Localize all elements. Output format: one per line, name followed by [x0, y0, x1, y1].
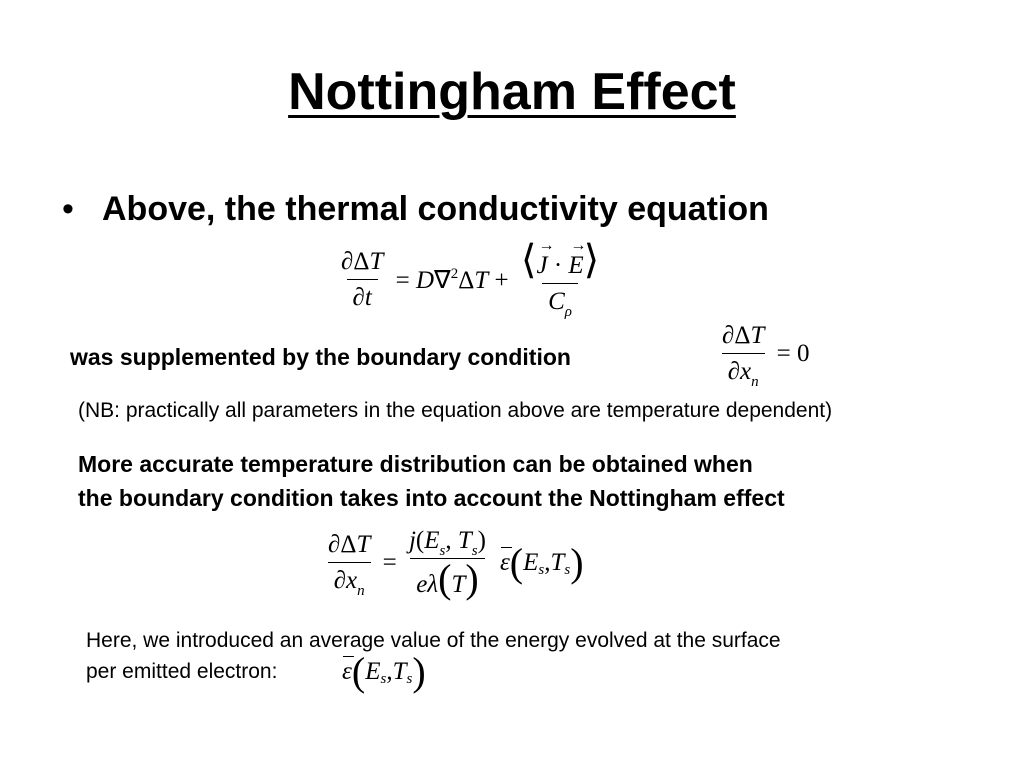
intro-line-2: per emitted electron: [86, 660, 278, 683]
nb-note: (NB: practically all parameters in the equation above are temperature dependent) [78, 399, 833, 422]
joule-fraction: $\frac{⟨\to J \cdot \to E⟩}{C_\rho}$ [515, 244, 605, 316]
boundary-equation: $\frac{\partial\Delta T}{\partial x_n}$ = 0 [722, 322, 810, 390]
dT-dt-fraction: $\frac{\partial\Delta T}{\partial t}$ [341, 248, 384, 311]
accurate-line-2: the boundary condition takes into account the Nottingham effect [78, 485, 785, 511]
intro-line-1: Here, we introduced an average value of the energy evolved at the surface [86, 629, 781, 652]
boundary-text: was supplemented by the boundary condition [70, 344, 571, 370]
heat-equation: $\frac{\partial\Delta T}{\partial t}$ = D∇$^2$ΔT + $\frac{⟨\to J \cdot \to E⟩}{C_\rho}$ [335, 244, 605, 316]
slide-title: Nottingham Effect [288, 63, 736, 121]
accurate-line-1: More accurate temperature distribution can be obtained when [78, 451, 753, 477]
bullet-text: Above, the thermal conductivity equation [102, 190, 769, 228]
bullet-marker: • [62, 190, 74, 228]
average-energy-symbol: ε ( E s , T s ) [342, 649, 426, 694]
nottingham-equation: $\frac{\partial\Delta T}{\partial x_n}$ = $\frac{j(E_s, T_s)}{e\lambda(T)}$ ε ( E s , T s ) [328, 527, 584, 601]
